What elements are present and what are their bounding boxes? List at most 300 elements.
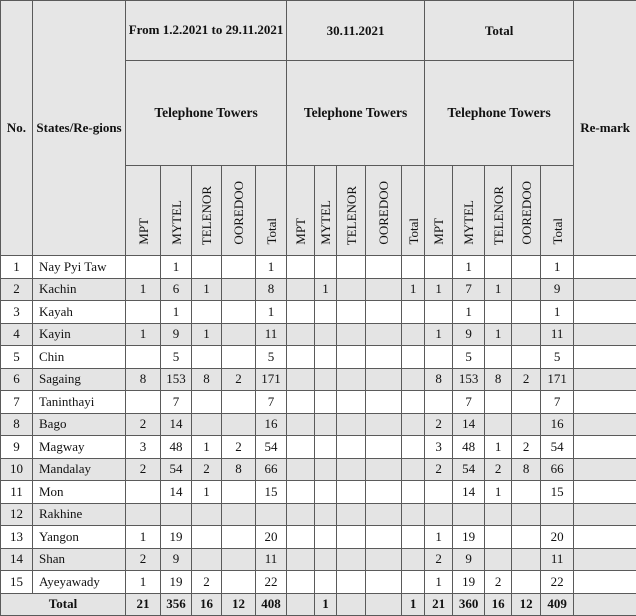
tower-count: 171	[541, 368, 574, 391]
tower-count: 8	[192, 368, 222, 391]
tower-count	[287, 458, 315, 481]
tower-count: 54	[161, 458, 192, 481]
table-row	[1, 256, 636, 279]
tower-count	[126, 503, 161, 526]
tower-count	[222, 571, 256, 594]
table-row	[1, 413, 636, 436]
tower-count: 11	[256, 548, 287, 571]
tower-count	[287, 346, 315, 369]
tower-count: 1	[453, 256, 485, 279]
tower-count	[512, 278, 541, 301]
tower-count: 19	[161, 571, 192, 594]
tower-count	[192, 526, 222, 549]
tower-count: 54	[256, 436, 287, 459]
tower-count: 7	[453, 278, 485, 301]
tower-count	[315, 256, 337, 279]
tower-count	[485, 346, 512, 369]
tower-count: 66	[256, 458, 287, 481]
operator-header	[541, 166, 574, 256]
operator-label: Total	[265, 218, 278, 245]
tower-count	[337, 256, 366, 279]
state-name: Yangon	[33, 526, 126, 549]
tower-count	[126, 346, 161, 369]
tower-count	[222, 323, 256, 346]
row-number: 12	[1, 503, 33, 526]
tower-count: 6	[161, 278, 192, 301]
operator-label: MPT	[294, 218, 307, 245]
operator-label: TELENOR	[200, 186, 213, 245]
tower-count	[287, 481, 315, 504]
tower-count	[402, 346, 425, 369]
tower-count: 2	[512, 368, 541, 391]
operator-header	[315, 166, 337, 256]
tower-count	[287, 503, 315, 526]
tower-count: 1	[453, 301, 485, 324]
tower-count	[337, 413, 366, 436]
tower-count: 3	[126, 436, 161, 459]
operator-header	[192, 166, 222, 256]
tower-count	[402, 323, 425, 346]
tower-count	[425, 503, 453, 526]
tower-count: 5	[161, 346, 192, 369]
row-number: 2	[1, 278, 33, 301]
tower-count	[287, 391, 315, 414]
row-number: 1	[1, 256, 33, 279]
tower-count: 5	[541, 346, 574, 369]
tower-count: 8	[256, 278, 287, 301]
total-count: 1	[315, 593, 337, 616]
operator-header	[337, 166, 366, 256]
tower-count	[287, 368, 315, 391]
tower-count	[402, 526, 425, 549]
tower-count	[485, 413, 512, 436]
tower-count	[287, 571, 315, 594]
row-number: 7	[1, 391, 33, 414]
table-row	[1, 571, 636, 594]
tower-count: 2	[485, 571, 512, 594]
row-number: 6	[1, 368, 33, 391]
tower-count: 20	[541, 526, 574, 549]
tower-count	[222, 278, 256, 301]
tower-count: 54	[453, 458, 485, 481]
tower-count	[366, 391, 402, 414]
tower-count	[192, 391, 222, 414]
tower-count	[485, 391, 512, 414]
tower-count	[337, 481, 366, 504]
tower-count: 7	[453, 391, 485, 414]
tower-count	[337, 278, 366, 301]
row-number: 11	[1, 481, 33, 504]
tower-count: 5	[453, 346, 485, 369]
tower-count: 2	[222, 368, 256, 391]
tower-count	[287, 526, 315, 549]
tower-count	[222, 481, 256, 504]
remark-cell	[574, 413, 636, 436]
state-name: Shan	[33, 548, 126, 571]
tower-count: 1	[485, 436, 512, 459]
tower-count: 9	[453, 323, 485, 346]
row-number: 15	[1, 571, 33, 594]
tower-count: 19	[453, 526, 485, 549]
tower-count: 8	[222, 458, 256, 481]
table-row	[1, 368, 636, 391]
operator-header	[161, 166, 192, 256]
tower-count	[337, 436, 366, 459]
tower-count	[192, 301, 222, 324]
table-row	[1, 526, 636, 549]
operator-header	[126, 166, 161, 256]
tower-count	[402, 481, 425, 504]
tower-count: 7	[161, 391, 192, 414]
tower-count	[366, 413, 402, 436]
table-row	[1, 301, 636, 324]
remark-cell	[574, 278, 636, 301]
tower-count	[485, 548, 512, 571]
table-row	[1, 436, 636, 459]
remark-cell	[574, 526, 636, 549]
tower-count	[425, 346, 453, 369]
total-count: 12	[222, 593, 256, 616]
tower-count	[315, 548, 337, 571]
table-row	[1, 278, 636, 301]
tower-count	[337, 323, 366, 346]
tower-count: 8	[126, 368, 161, 391]
tower-count	[425, 301, 453, 324]
tower-count	[402, 458, 425, 481]
tower-count	[222, 503, 256, 526]
tower-count: 48	[161, 436, 192, 459]
state-name: Kayah	[33, 301, 126, 324]
tower-count: 171	[256, 368, 287, 391]
tower-count: 2	[425, 548, 453, 571]
tower-count	[315, 571, 337, 594]
tower-count: 1	[126, 571, 161, 594]
towers-header-3: Telephone Towers	[425, 61, 574, 166]
tower-count: 2	[126, 413, 161, 436]
tower-count	[366, 436, 402, 459]
operator-label: MYTEL	[462, 200, 475, 245]
tower-count: 11	[256, 323, 287, 346]
tower-count	[222, 346, 256, 369]
tower-count	[512, 391, 541, 414]
total-row	[1, 593, 636, 616]
state-name: Taninthayi	[33, 391, 126, 414]
state-name: Rakhine	[33, 503, 126, 526]
tower-count	[366, 503, 402, 526]
tower-count	[315, 301, 337, 324]
tower-count	[256, 503, 287, 526]
tower-count	[192, 346, 222, 369]
tower-count	[222, 256, 256, 279]
remark-cell	[574, 301, 636, 324]
towers-header-1: Telephone Towers	[126, 61, 287, 166]
tower-count: 11	[541, 548, 574, 571]
tower-count: 16	[541, 413, 574, 436]
tower-count	[366, 256, 402, 279]
period-header: From 1.2.2021 to 29.11.2021	[126, 1, 287, 61]
tower-count: 1	[425, 278, 453, 301]
tower-count	[315, 458, 337, 481]
operator-header	[366, 166, 402, 256]
tower-count	[402, 391, 425, 414]
state-name: Sagaing	[33, 368, 126, 391]
tower-count	[402, 301, 425, 324]
tower-count	[425, 391, 453, 414]
tower-count	[222, 301, 256, 324]
tower-count: 19	[453, 571, 485, 594]
date-header: 30.11.2021	[287, 1, 425, 61]
operator-label: OOREDOO	[520, 181, 533, 245]
tower-count	[366, 458, 402, 481]
remark-header: Re-mark	[574, 1, 636, 256]
tower-count	[337, 346, 366, 369]
tower-count	[512, 481, 541, 504]
total-count	[287, 593, 315, 616]
tower-count	[337, 391, 366, 414]
total-count: 21	[425, 593, 453, 616]
state-name: Ayeyawady	[33, 571, 126, 594]
tower-count	[402, 368, 425, 391]
tower-count	[453, 503, 485, 526]
tower-count	[512, 548, 541, 571]
tower-count: 15	[256, 481, 287, 504]
tower-count: 2	[222, 436, 256, 459]
tower-count	[402, 548, 425, 571]
tower-count	[512, 256, 541, 279]
tower-count	[315, 413, 337, 436]
tower-count	[337, 301, 366, 324]
tower-count	[222, 548, 256, 571]
tower-count: 1	[161, 301, 192, 324]
tower-count	[315, 346, 337, 369]
tower-count	[512, 526, 541, 549]
table-row	[1, 346, 636, 369]
total-header: Total	[425, 1, 574, 61]
tower-count: 1	[256, 256, 287, 279]
tower-count	[402, 436, 425, 459]
tower-count: 1	[485, 481, 512, 504]
row-number: 10	[1, 458, 33, 481]
tower-count: 1	[161, 256, 192, 279]
tower-count	[161, 503, 192, 526]
tower-count	[222, 526, 256, 549]
state-name: Mandalay	[33, 458, 126, 481]
tower-count: 14	[453, 481, 485, 504]
tower-count: 2	[126, 548, 161, 571]
operator-header	[287, 166, 315, 256]
operator-label: Total	[407, 218, 420, 245]
tower-count: 1	[541, 301, 574, 324]
operator-label: MYTEL	[170, 200, 183, 245]
tower-count	[402, 413, 425, 436]
tower-count	[287, 278, 315, 301]
tower-count	[287, 548, 315, 571]
tower-count: 16	[256, 413, 287, 436]
tower-count: 153	[161, 368, 192, 391]
operator-label: TELENOR	[345, 186, 358, 245]
operator-header	[222, 166, 256, 256]
tower-count	[315, 323, 337, 346]
tower-count	[512, 323, 541, 346]
tower-count: 9	[453, 548, 485, 571]
remark-cell	[574, 458, 636, 481]
remark-cell	[574, 593, 636, 616]
tower-count	[337, 503, 366, 526]
tower-count: 15	[541, 481, 574, 504]
tower-count: 8	[425, 368, 453, 391]
tower-count: 11	[541, 323, 574, 346]
tower-count	[192, 413, 222, 436]
tower-count	[287, 256, 315, 279]
tower-count: 1	[192, 323, 222, 346]
remark-cell	[574, 503, 636, 526]
tower-count: 22	[541, 571, 574, 594]
tower-count	[425, 256, 453, 279]
tower-count: 1	[485, 323, 512, 346]
operator-label: TELENOR	[492, 186, 505, 245]
tower-count	[337, 458, 366, 481]
tower-count: 1	[425, 323, 453, 346]
tower-count	[366, 301, 402, 324]
remark-cell	[574, 256, 636, 279]
tower-count: 5	[256, 346, 287, 369]
tower-count	[287, 436, 315, 459]
total-count: 409	[541, 593, 574, 616]
total-count: 21	[126, 593, 161, 616]
tower-count	[512, 571, 541, 594]
tower-count: 1	[425, 571, 453, 594]
tower-count	[485, 503, 512, 526]
tower-count	[402, 256, 425, 279]
state-name: Magway	[33, 436, 126, 459]
tower-count: 66	[541, 458, 574, 481]
tower-count: 9	[161, 548, 192, 571]
tower-count	[287, 323, 315, 346]
tower-count	[485, 256, 512, 279]
tower-count	[126, 301, 161, 324]
states-header: States/Re-gions	[33, 1, 126, 256]
tower-count: 2	[512, 436, 541, 459]
tower-count	[315, 526, 337, 549]
tower-count: 1	[192, 278, 222, 301]
tower-count	[287, 301, 315, 324]
tower-count: 1	[126, 526, 161, 549]
total-count: 1	[402, 593, 425, 616]
tower-count	[126, 391, 161, 414]
no-header: No.	[1, 1, 33, 256]
tower-count: 20	[256, 526, 287, 549]
remark-cell	[574, 548, 636, 571]
tower-count	[366, 323, 402, 346]
tower-count: 2	[192, 458, 222, 481]
tower-count	[366, 526, 402, 549]
operator-header	[425, 166, 453, 256]
table-row	[1, 481, 636, 504]
tower-count	[222, 391, 256, 414]
tower-count: 1	[402, 278, 425, 301]
tower-count	[402, 503, 425, 526]
tower-count: 54	[541, 436, 574, 459]
row-number: 14	[1, 548, 33, 571]
total-count: 408	[256, 593, 287, 616]
tower-count: 19	[161, 526, 192, 549]
remark-cell	[574, 391, 636, 414]
tower-count	[337, 526, 366, 549]
tower-count: 14	[161, 481, 192, 504]
tower-count: 9	[161, 323, 192, 346]
row-number: 8	[1, 413, 33, 436]
table-row	[1, 503, 636, 526]
state-name: Kayin	[33, 323, 126, 346]
tower-count: 8	[485, 368, 512, 391]
tower-count: 8	[512, 458, 541, 481]
state-name: Mon	[33, 481, 126, 504]
tower-count: 2	[192, 571, 222, 594]
tower-count	[315, 481, 337, 504]
total-count: 360	[453, 593, 485, 616]
operator-label: Total	[551, 218, 564, 245]
tower-count: 1	[192, 481, 222, 504]
state-name: Chin	[33, 346, 126, 369]
tower-count	[485, 301, 512, 324]
remark-cell	[574, 571, 636, 594]
operator-header	[453, 166, 485, 256]
state-name: Nay Pyi Taw	[33, 256, 126, 279]
tower-count	[512, 346, 541, 369]
tower-count: 2	[425, 458, 453, 481]
table-row	[1, 458, 636, 481]
tower-count	[126, 481, 161, 504]
operator-header	[485, 166, 512, 256]
state-name: Bago	[33, 413, 126, 436]
tower-count: 1	[485, 278, 512, 301]
row-number: 5	[1, 346, 33, 369]
tower-count: 153	[453, 368, 485, 391]
tower-count: 7	[541, 391, 574, 414]
tower-count	[315, 436, 337, 459]
tower-count	[512, 301, 541, 324]
tower-count	[366, 368, 402, 391]
tower-count	[337, 548, 366, 571]
tower-count	[315, 503, 337, 526]
tower-count: 1	[192, 436, 222, 459]
tower-count	[402, 571, 425, 594]
tower-count: 14	[161, 413, 192, 436]
operator-label: OOREDOO	[232, 181, 245, 245]
remark-cell	[574, 436, 636, 459]
tower-count	[337, 368, 366, 391]
operator-label: MPT	[432, 218, 445, 245]
tower-count	[192, 256, 222, 279]
tower-count: 14	[453, 413, 485, 436]
state-name: Kachin	[33, 278, 126, 301]
tower-count	[366, 571, 402, 594]
operator-header	[402, 166, 425, 256]
total-count	[337, 593, 366, 616]
tower-count	[541, 503, 574, 526]
tower-count	[222, 413, 256, 436]
total-count: 16	[485, 593, 512, 616]
tower-count: 2	[425, 413, 453, 436]
tower-count	[425, 481, 453, 504]
tower-count	[126, 256, 161, 279]
operator-label: MYTEL	[319, 200, 332, 245]
row-number: 9	[1, 436, 33, 459]
tower-count	[366, 278, 402, 301]
tower-count: 7	[256, 391, 287, 414]
tower-count: 1	[541, 256, 574, 279]
total-count: 12	[512, 593, 541, 616]
